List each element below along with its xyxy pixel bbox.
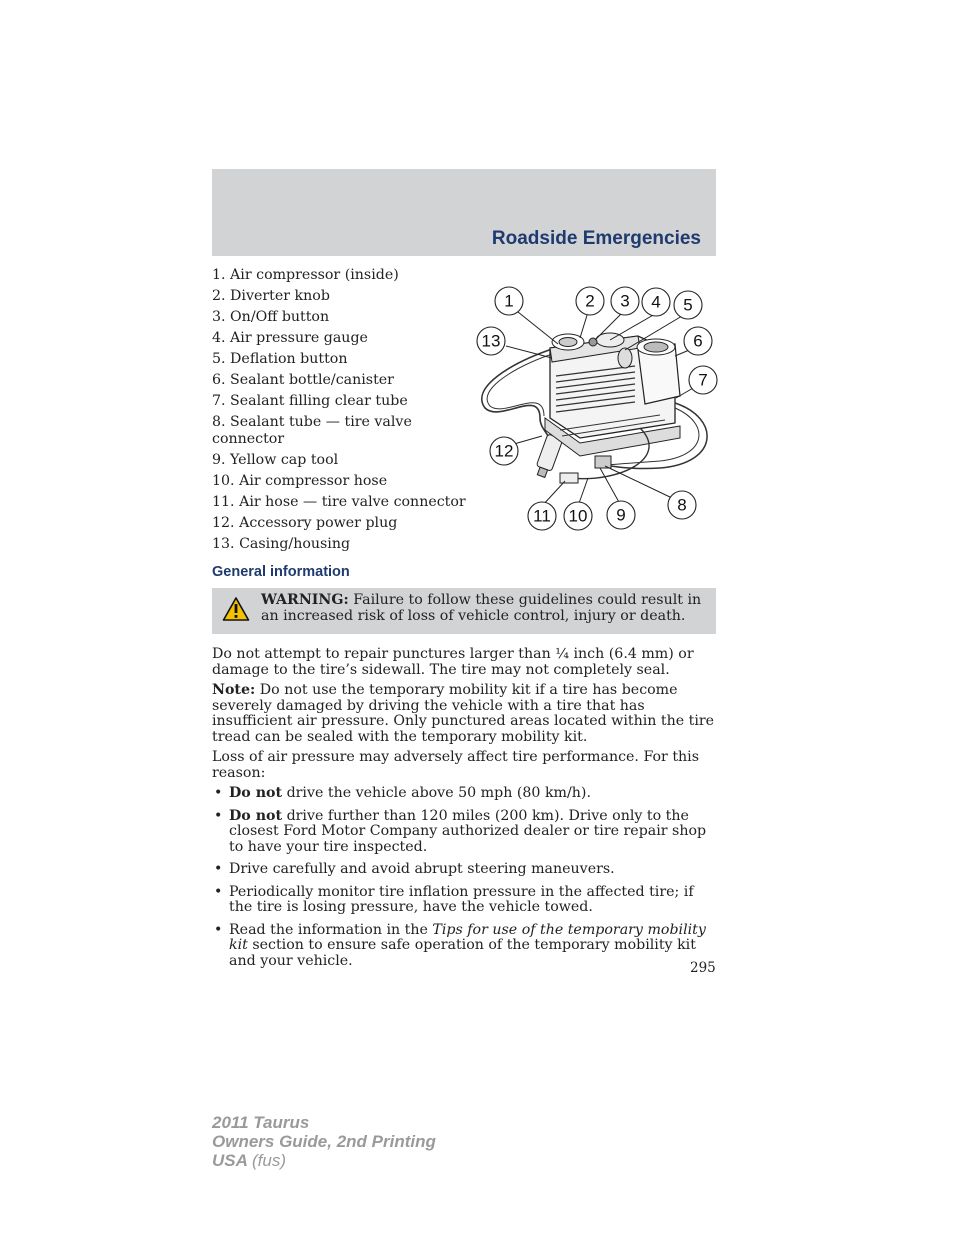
warning-message: Failure to follow these guidelines could result in an increased risk of loss of vehicle control, injury or death. [261,592,702,624]
svg-text:5: 5 [683,295,693,315]
svg-text:10: 10 [568,506,588,526]
callout-4 [642,288,670,316]
parts-list [212,267,467,557]
list-item: 12. Accessory power plug [212,515,398,531]
list-item: 6. Sealant bottle/canister [212,372,394,388]
list-item: 11. Air hose — tire valve connector [212,494,466,510]
header-title: Roadside Emergencies [491,228,701,249]
footer-line [212,1151,436,1170]
paragraph: Do not attempt to repair punctures larger than ¼ inch (6.4 mm) or damage to the tire’s sidewall. The tire may not completely seal. [212,646,694,678]
list-item: 3. On/Off button [212,309,330,325]
callout-13 [477,327,505,355]
emphasis: Do not [229,785,283,801]
section-heading: General information [212,564,350,580]
svg-text:3: 3 [620,291,630,311]
callout-8 [668,491,696,519]
list-item: 10. Air compressor hose [212,473,388,489]
footer-region: USA [212,1151,248,1170]
list-item: • Periodically monitor tire inflation pressure in the affected tire; if the tire is losing pressure, have the vehicle towed. [212,885,716,916]
svg-text:7: 7 [698,370,708,390]
list-item: 1. Air compressor (inside) [212,267,399,283]
callout-12 [490,437,518,465]
compressor-illustration [482,333,707,483]
bullet-text: drive the vehicle above 50 mph (80 km/h). [286,785,591,801]
bullet-text: section to ensure safe operation of the temporary mobility kit and your vehicle. [229,937,696,969]
svg-text:13: 13 [481,331,501,351]
warning-label: WARNING: [261,592,349,608]
footer-line: Owners Guide, 2nd Printing [212,1132,436,1151]
callout-11 [528,502,556,530]
svg-text:9: 9 [616,505,626,525]
list-item [212,923,716,970]
callout-6 [684,327,712,355]
svg-text:6: 6 [693,331,703,351]
callout-5 [674,291,702,319]
bullet-text: drive further than 120 miles (200 km). Drive only to the closest Ford Motor Company authorized dealer or tire repair shop to have your tire inspected. [229,807,707,855]
warning-box [212,588,716,634]
note-label: Note: [212,682,256,698]
svg-text:8: 8 [677,495,687,515]
warning-text [261,592,711,624]
cross-reference: Tips for use of the temporary mobility kit [229,921,706,953]
page-number: 295 [690,960,716,976]
list-item: 13. Casing/housing [212,536,351,552]
warning-triangle-icon [222,596,250,622]
bullet-list [212,786,716,969]
callout-10 [564,502,592,530]
body-text [212,647,716,976]
callout-2 [576,287,604,315]
list-item: 4. Air pressure gauge [212,330,368,346]
footer-code: (fus) [252,1151,286,1170]
callout-1 [495,287,523,315]
page-header [212,169,716,256]
footer-line: 2011 Taurus [212,1113,310,1132]
callout-7 [689,366,717,394]
svg-text:1: 1 [504,291,514,311]
paragraph: Loss of air pressure may adversely affect tire performance. For this reason: [212,749,700,781]
list-item: 5. Deflation button [212,351,348,367]
note-text: Do not use the temporary mobility kit if a tire has become severely damaged by driving the vehicle with a tire that has insufficient air pressure. Only punctured areas located within the tire tread can be sealed with the temporary mobility kit. [212,682,715,745]
list-item [212,809,716,856]
emphasis: Do not [229,807,283,824]
list-item [212,786,716,802]
list-item: • Drive carefully and avoid abrupt steering maneuvers. [212,862,716,878]
callout-9 [607,501,635,529]
note-paragraph [212,683,716,745]
list-item: 8. Sealant tube — tire valve connector [212,414,412,447]
list-item: 9. Yellow cap tool [212,452,339,468]
list-item: 2. Diverter knob [212,288,330,304]
list-item: 7. Sealant filling clear tube [212,393,408,409]
svg-text:11: 11 [533,506,551,526]
svg-text:2: 2 [585,291,595,311]
footer [212,1113,436,1170]
svg-text:12: 12 [494,441,514,461]
callout-3 [611,287,639,315]
svg-text:4: 4 [651,292,661,312]
bullet-text: Read the information in the [229,921,428,938]
compressor-diagram [470,278,720,543]
